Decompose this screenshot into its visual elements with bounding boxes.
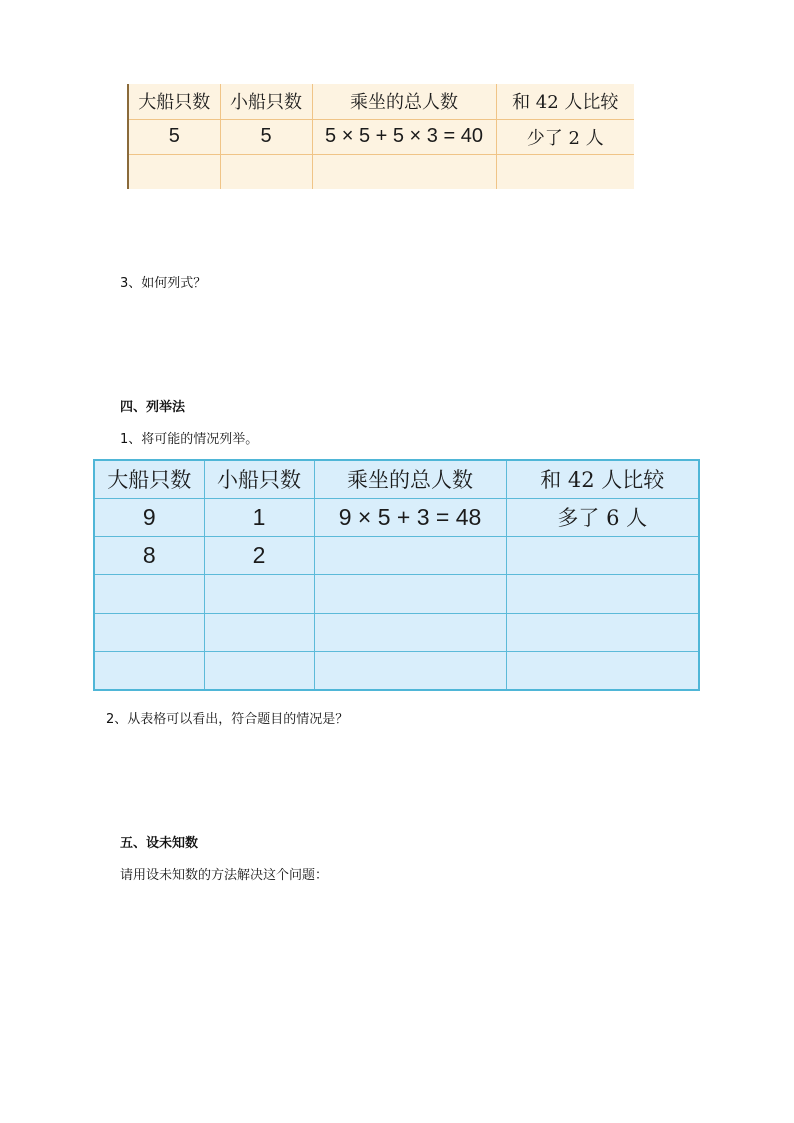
table-cell: 2 <box>204 537 314 575</box>
section-5-heading: 五、设未知数 <box>120 836 199 851</box>
table-cell <box>204 575 314 613</box>
table-cell: 5 × 5 + 5 × 3 = 40 <box>312 119 496 154</box>
table-cell <box>94 652 204 690</box>
table-cell: 9 × 5 + 3 = 48 <box>314 498 506 536</box>
header-cell-total-people: 乘坐的总人数 <box>314 460 506 498</box>
table-row <box>94 498 699 536</box>
section-4-item-2: 2、从表格可以看出，符合题目的情况是？ <box>106 712 349 727</box>
table-header-row <box>128 84 634 119</box>
table-header-row <box>94 460 699 498</box>
header-cell-big-boats: 大船只数 <box>128 84 220 119</box>
table-cell: 9 <box>94 498 204 536</box>
table-cell: 多了 6 人 <box>506 498 699 536</box>
header-cell-compare-42: 和 42 人比较 <box>496 84 634 119</box>
header-cell-small-boats: 小船只数 <box>220 84 312 119</box>
section-5-prompt: 请用设未知数的方法解决这个问题： <box>120 868 329 883</box>
header-cell-big-boats: 大船只数 <box>94 460 204 498</box>
question-3: 3、如何列式？ <box>120 276 207 291</box>
table-cell <box>506 575 699 613</box>
table-cell <box>506 652 699 690</box>
table-cell <box>314 652 506 690</box>
table-cell <box>204 613 314 651</box>
boat-table-orange <box>127 84 634 189</box>
table-row <box>94 537 699 575</box>
table-cell: 1 <box>204 498 314 536</box>
table-cell <box>94 613 204 651</box>
table-cell <box>312 154 496 189</box>
table-cell: 少了 2 人 <box>496 119 634 154</box>
table-cell <box>314 575 506 613</box>
table-cell <box>314 613 506 651</box>
table-row <box>128 154 634 189</box>
table-row <box>94 652 699 690</box>
boat-table-blue <box>93 459 700 691</box>
table-cell <box>496 154 634 189</box>
table-cell: 5 <box>128 119 220 154</box>
table-cell: 8 <box>94 537 204 575</box>
header-cell-compare-42: 和 42 人比较 <box>506 460 699 498</box>
table-cell <box>506 537 699 575</box>
section-4-item-1: 1、将可能的情况列举。 <box>120 432 259 447</box>
table-cell: 5 <box>220 119 312 154</box>
table-cell <box>506 613 699 651</box>
header-cell-small-boats: 小船只数 <box>204 460 314 498</box>
table-row <box>128 119 634 154</box>
header-cell-total-people: 乘坐的总人数 <box>312 84 496 119</box>
table-cell <box>220 154 312 189</box>
table-cell <box>128 154 220 189</box>
table-row <box>94 613 699 651</box>
table-cell <box>204 652 314 690</box>
table-row <box>94 575 699 613</box>
table-cell <box>314 537 506 575</box>
table-cell <box>94 575 204 613</box>
section-4-heading: 四、列举法 <box>120 400 186 415</box>
